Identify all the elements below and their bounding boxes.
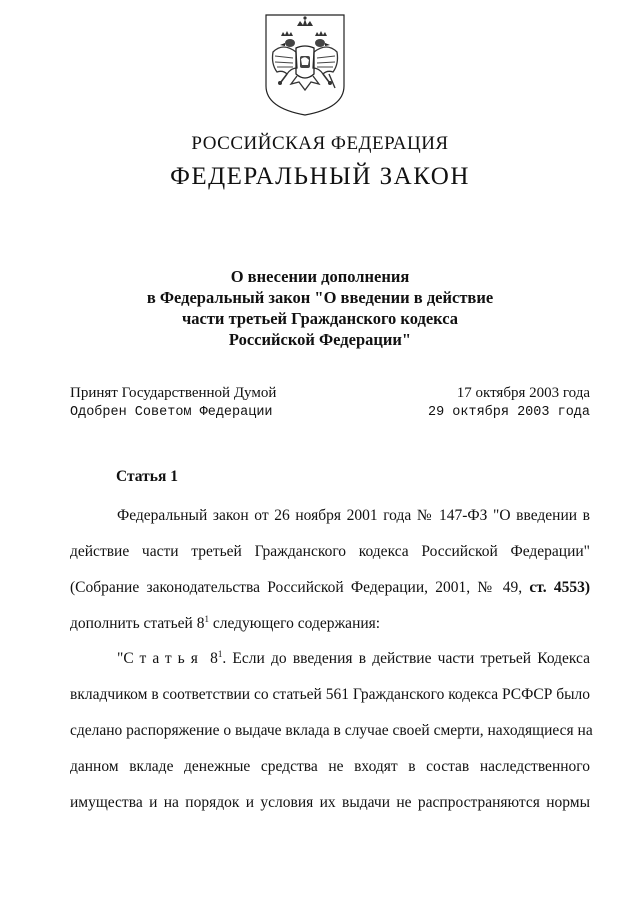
paragraph-line xyxy=(70,641,590,677)
paragraph-text: . Если до введения в действие части третьей Кодекса xyxy=(222,650,590,667)
article-number: 8 xyxy=(210,650,218,667)
paragraph-text: следующего содержания: xyxy=(212,615,381,632)
quote-mark: " xyxy=(117,650,124,667)
paragraph-text: (Собрание законодательства Российской Федерации, 2001, № 49, xyxy=(70,579,523,596)
paragraph-line: Федеральный закон от 26 ноября 2001 года № 147-ФЗ "О введении в xyxy=(117,507,590,524)
article-heading: Статья 1 xyxy=(116,468,178,485)
paragraph-text: дополнить статьей 8 xyxy=(70,615,205,632)
duma-adoption-date: 17 октября 2003 года xyxy=(456,385,590,401)
paragraph-line: вкладчиком в соответствии со статьей 561 Гражданского кодекса РСФСР было xyxy=(70,686,590,703)
law-type-heading: ФЕДЕРАЛЬНЫЙ ЗАКОН xyxy=(170,163,470,190)
superscript: 1 xyxy=(204,614,209,624)
paragraph-line: сделано распоряжение о выдаче вклада в случае своей смерти, находящиеся на xyxy=(70,722,593,739)
law-title-line: О внесении дополнения xyxy=(230,267,410,286)
paragraph-bold-text: ст. 4553) xyxy=(529,579,590,596)
spaced-article-word: Статья xyxy=(123,650,204,667)
law-title-line: части третьей Гражданского кодекса xyxy=(181,309,459,328)
paragraph-line xyxy=(70,570,590,606)
adoption-labels xyxy=(70,384,276,422)
coat-of-arms-icon xyxy=(263,12,347,118)
adoption-dates xyxy=(428,384,590,422)
country-heading: РОССИЙСКАЯ ФЕДЕРАЦИЯ xyxy=(191,133,449,154)
law-title-line: Российской Федерации" xyxy=(228,330,412,349)
council-approval-label: Одобрен Советом Федерации xyxy=(70,405,273,420)
law-title-line: в Федеральный закон "О введении в действие xyxy=(146,288,494,307)
article-paragraph-2 xyxy=(70,641,593,821)
paragraph-line xyxy=(70,606,590,642)
council-approval-date: 29 октября 2003 года xyxy=(427,405,590,420)
article-paragraph-1 xyxy=(70,498,590,642)
superscript: 1 xyxy=(217,649,223,659)
law-title xyxy=(0,266,640,350)
paragraph-line: данном вкладе денежные средства не входят в состав наследственного xyxy=(70,758,590,775)
paragraph-line: имущества и на порядок и условия их выдачи не распространяются нормы xyxy=(70,794,590,811)
duma-adoption-label: Принят Государственной Думой xyxy=(70,385,277,401)
paragraph-line: действие части третьей Гражданского кодекса Российской Федерации" xyxy=(70,543,590,560)
